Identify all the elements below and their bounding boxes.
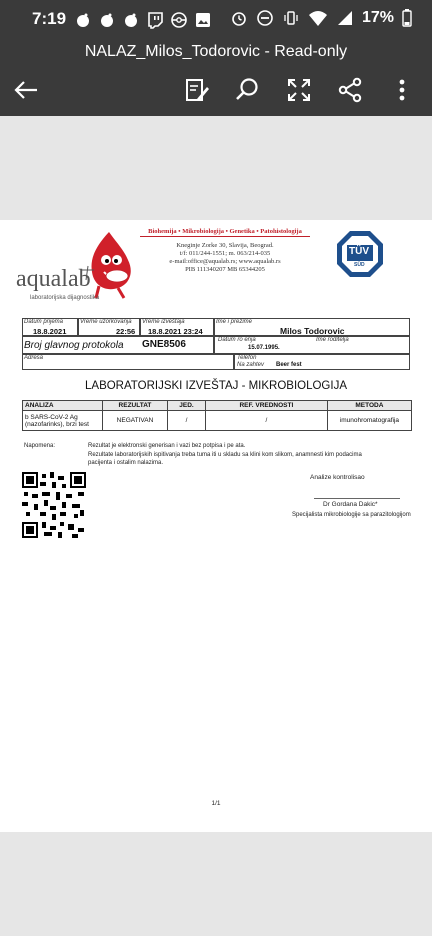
status-time: 7:19	[32, 9, 67, 28]
note-label: Napomena:	[24, 443, 56, 449]
qr-code	[22, 472, 86, 538]
col-method: METODA	[327, 401, 411, 411]
dnd-icon	[256, 9, 274, 27]
ref-cell: /	[205, 411, 327, 431]
back-arrow-icon	[13, 77, 39, 103]
note-line-2: Rezultate laboratorijskih ispitivanja treba tuma iti u skladu sa klini kom slikom, anamnesti kim podacima	[88, 451, 362, 458]
note-line-3: pacijenta i ostalim nalazima.	[88, 460, 164, 466]
brand-subtitle: laboratorijska dijagnostika	[30, 295, 100, 301]
lab-address: Kneginje Zorke 30, Slavija, Beograd.	[176, 242, 274, 249]
tuv-sub-label: SÜD	[354, 262, 365, 268]
lab-phone: t/f: 011/244-1551; m. 063/214-035	[179, 250, 271, 257]
received-label: Datum prijema	[24, 319, 64, 325]
document-viewer[interactable]	[0, 116, 432, 936]
status-right	[230, 9, 412, 27]
patient-name: Milos Todorovic	[280, 326, 345, 336]
result-cell: NEGATIVAN	[102, 411, 167, 431]
protocol-label: Broj glavnog protokola	[24, 340, 124, 351]
fullscreen-button[interactable]	[285, 76, 313, 104]
col-ref: REF. VREDNOSTI	[205, 401, 327, 411]
document-title: NALAZ_Milos_Todorovic - Read-only	[0, 40, 432, 64]
dob-value: 15.07.1995.	[248, 345, 280, 351]
analysis-line1: b SARS-CoV-2 Ag	[25, 413, 78, 421]
report-time-label: Vreme izveštaja	[142, 319, 185, 325]
pdf-page	[0, 220, 432, 832]
lab-email: e-mail:office@aqualab.rs; www.aqualab.rs	[169, 258, 281, 265]
note-line-1: Rezultat je elektronski generisan i vazi bez potpisa i pe ata.	[88, 443, 246, 449]
more-vertical-icon	[389, 77, 415, 103]
pokeball-icon	[170, 11, 188, 29]
toolbar	[0, 64, 432, 116]
protocol-value: GNE8506	[142, 339, 186, 350]
battery-percent: 17%	[361, 9, 394, 26]
doctor-name: Dr Gordana Dakic*	[323, 501, 378, 508]
reddit-icon	[122, 11, 140, 29]
wifi-icon	[308, 9, 328, 27]
phone-label: Telefon	[237, 355, 257, 361]
method-cell: imunohromatografija	[327, 411, 411, 431]
back-button[interactable]	[12, 76, 40, 104]
search-icon	[234, 77, 260, 103]
address-label: Adresa	[24, 355, 44, 361]
signal-icon	[336, 9, 354, 27]
aqualab-logo	[14, 228, 134, 308]
note-text	[88, 442, 418, 468]
notification-icons	[74, 11, 212, 29]
doctor-specialty: Specijalista mikrobiologije sa parazitologijom	[292, 512, 411, 518]
sample-time-label: Vreme uzorkovanja	[80, 319, 132, 325]
col-analysis: ANALIZA	[23, 401, 103, 411]
received-value: 18.8.2021	[33, 327, 67, 336]
dob-label: Datum ro enja	[218, 337, 256, 343]
alarm-icon	[230, 9, 248, 27]
table-row	[23, 411, 412, 431]
share-icon	[337, 77, 363, 103]
lab-pib: PIB 111340207 MB 65344205	[185, 266, 265, 273]
request-value: Beer fest	[276, 362, 302, 368]
controlled-by: Analize kontrolisao	[310, 474, 365, 481]
results-table	[22, 400, 412, 431]
vibrate-icon	[282, 9, 300, 27]
name-label: Ime i prezime	[216, 319, 253, 325]
expand-icon	[287, 78, 311, 102]
address-cell	[22, 354, 234, 370]
share-button[interactable]	[336, 76, 364, 104]
col-result: REZULTAT	[102, 401, 167, 411]
reddit-icon	[74, 11, 92, 29]
lab-header	[140, 228, 310, 273]
reddit-icon	[98, 11, 116, 29]
report-time-value: 18.8.2021 23:24	[148, 327, 203, 336]
brand-name: aqualab	[16, 266, 91, 292]
more-options-button[interactable]	[388, 76, 416, 104]
lab-departments: Biohemija • Mikrobiologija • Genetika • Patohistologija	[140, 228, 310, 237]
search-button[interactable]	[233, 76, 261, 104]
annotate-button[interactable]	[183, 76, 211, 104]
analysis-cell	[23, 411, 103, 431]
tuv-label: TÜV	[349, 246, 369, 257]
page-number: 1/1	[211, 800, 221, 807]
twitch-icon	[146, 11, 164, 29]
image-icon	[194, 11, 212, 29]
col-unit: JED.	[168, 401, 206, 411]
unit-cell: /	[168, 411, 206, 431]
edit-icon	[184, 77, 210, 103]
report-title: LABORATORIJSKI IZVEŠTAJ - MIKROBIOLOGIJA	[85, 380, 347, 392]
results-header-row	[23, 401, 412, 411]
battery-icon	[402, 9, 412, 27]
parent-label: Ime roditelja	[316, 337, 349, 343]
analysis-line2: (nazofarinks), brzi test	[25, 420, 89, 428]
request-label: Na zahtev	[237, 362, 265, 368]
signature-line	[314, 498, 400, 499]
status-bar	[0, 0, 432, 40]
qr-code-icon	[22, 472, 86, 538]
tuv-certification-badge	[336, 230, 384, 278]
sample-time-value: 22:56	[116, 327, 136, 336]
